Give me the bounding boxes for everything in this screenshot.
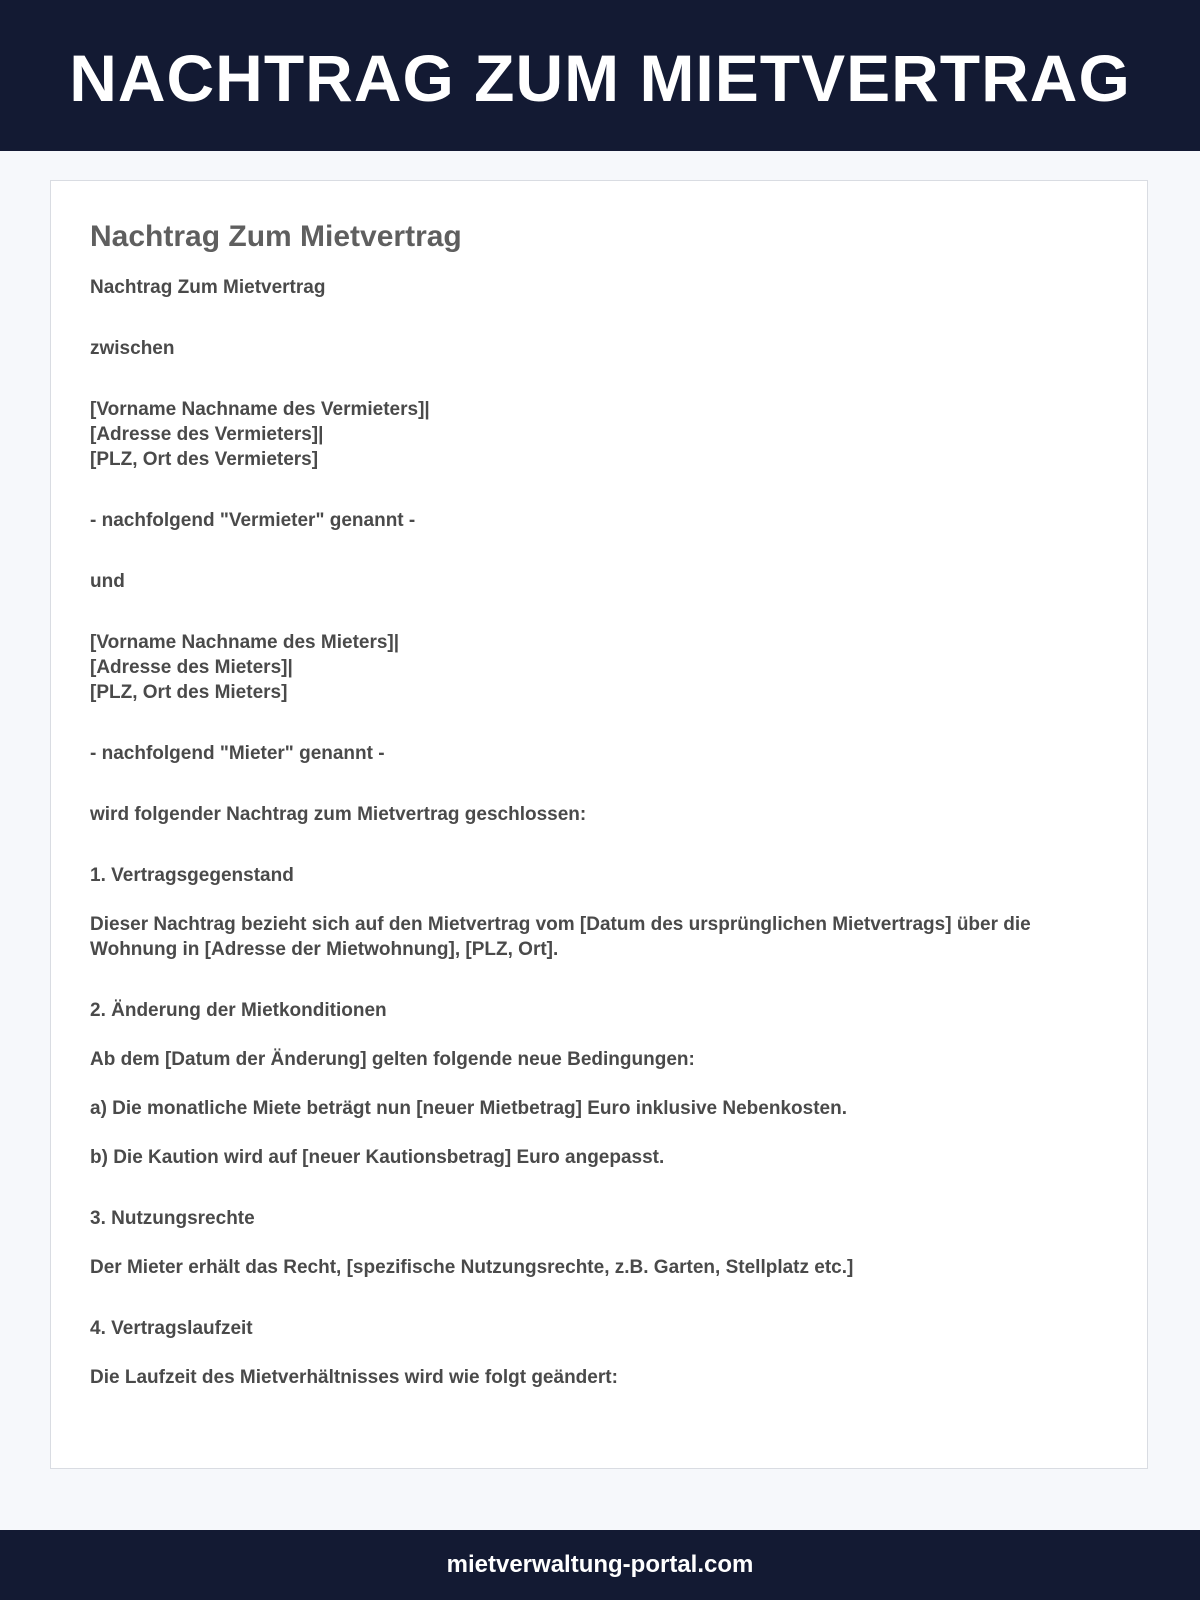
- landlord-block: [90, 397, 1108, 472]
- between-text: zwischen: [90, 338, 175, 359]
- and-text: und: [90, 571, 125, 592]
- section-1-text: Dieser Nachtrag bezieht sich auf den Mietvertrag vom [Datum des ursprünglichen Mietvertrags] über die Wohnung in [Adresse der Mietwohnung], [PLZ, Ort].: [90, 914, 1031, 960]
- landlord-role: - nachfolgend "Vermieter" genannt -: [90, 510, 416, 531]
- closing-intro: wird folgender Nachtrag zum Mietvertrag geschlossen:: [90, 804, 587, 825]
- section-4-heading: 4. Vertragslaufzeit: [90, 1318, 253, 1339]
- tenant-role: - nachfolgend "Mieter" genannt -: [90, 743, 385, 764]
- tenant-city: [PLZ, Ort des Mieters]: [90, 682, 288, 703]
- landlord-address: [Adresse des Vermieters]|: [90, 424, 324, 445]
- landlord-city: [PLZ, Ort des Vermieters]: [90, 449, 319, 470]
- tenant-address: [Adresse des Mieters]|: [90, 657, 293, 678]
- intro-heading: Nachtrag Zum Mietvertrag: [90, 277, 326, 298]
- document-title: Nachtrag Zum Mietvertrag: [90, 220, 462, 253]
- section-2-item-b: b) Die Kaution wird auf [neuer Kautionsbetrag] Euro angepasst.: [90, 1147, 665, 1168]
- landlord-name: [Vorname Nachname des Vermieters]|: [90, 399, 430, 420]
- footer-site: mietverwaltung-portal.com: [446, 1551, 754, 1578]
- document-body: [90, 275, 1108, 1390]
- section-3-text: Der Mieter erhält das Recht, [spezifische Nutzungsrechte, z.B. Garten, Stellplatz etc.]: [90, 1257, 854, 1278]
- section-2-item-a: a) Die monatliche Miete beträgt nun [neuer Mietbetrag] Euro inklusive Nebenkosten.: [90, 1098, 847, 1119]
- section-2-heading: 2. Änderung der Mietkonditionen: [90, 1000, 387, 1021]
- page-header: [0, 0, 1200, 151]
- page-footer: [0, 1530, 1200, 1600]
- section-3-heading: 3. Nutzungsrechte: [90, 1208, 255, 1229]
- section-4-text: Die Laufzeit des Mietverhältnisses wird wie folgt geändert:: [90, 1367, 618, 1388]
- header-title: NACHTRAG ZUM MIETVERTRAG: [69, 40, 1131, 115]
- tenant-name: [Vorname Nachname des Mieters]|: [90, 632, 400, 653]
- tenant-block: [90, 630, 1108, 705]
- document-card: [50, 180, 1148, 1469]
- section-1-heading: 1. Vertragsgegenstand: [90, 865, 294, 886]
- section-2-intro: Ab dem [Datum der Änderung] gelten folgende neue Bedingungen:: [90, 1049, 695, 1070]
